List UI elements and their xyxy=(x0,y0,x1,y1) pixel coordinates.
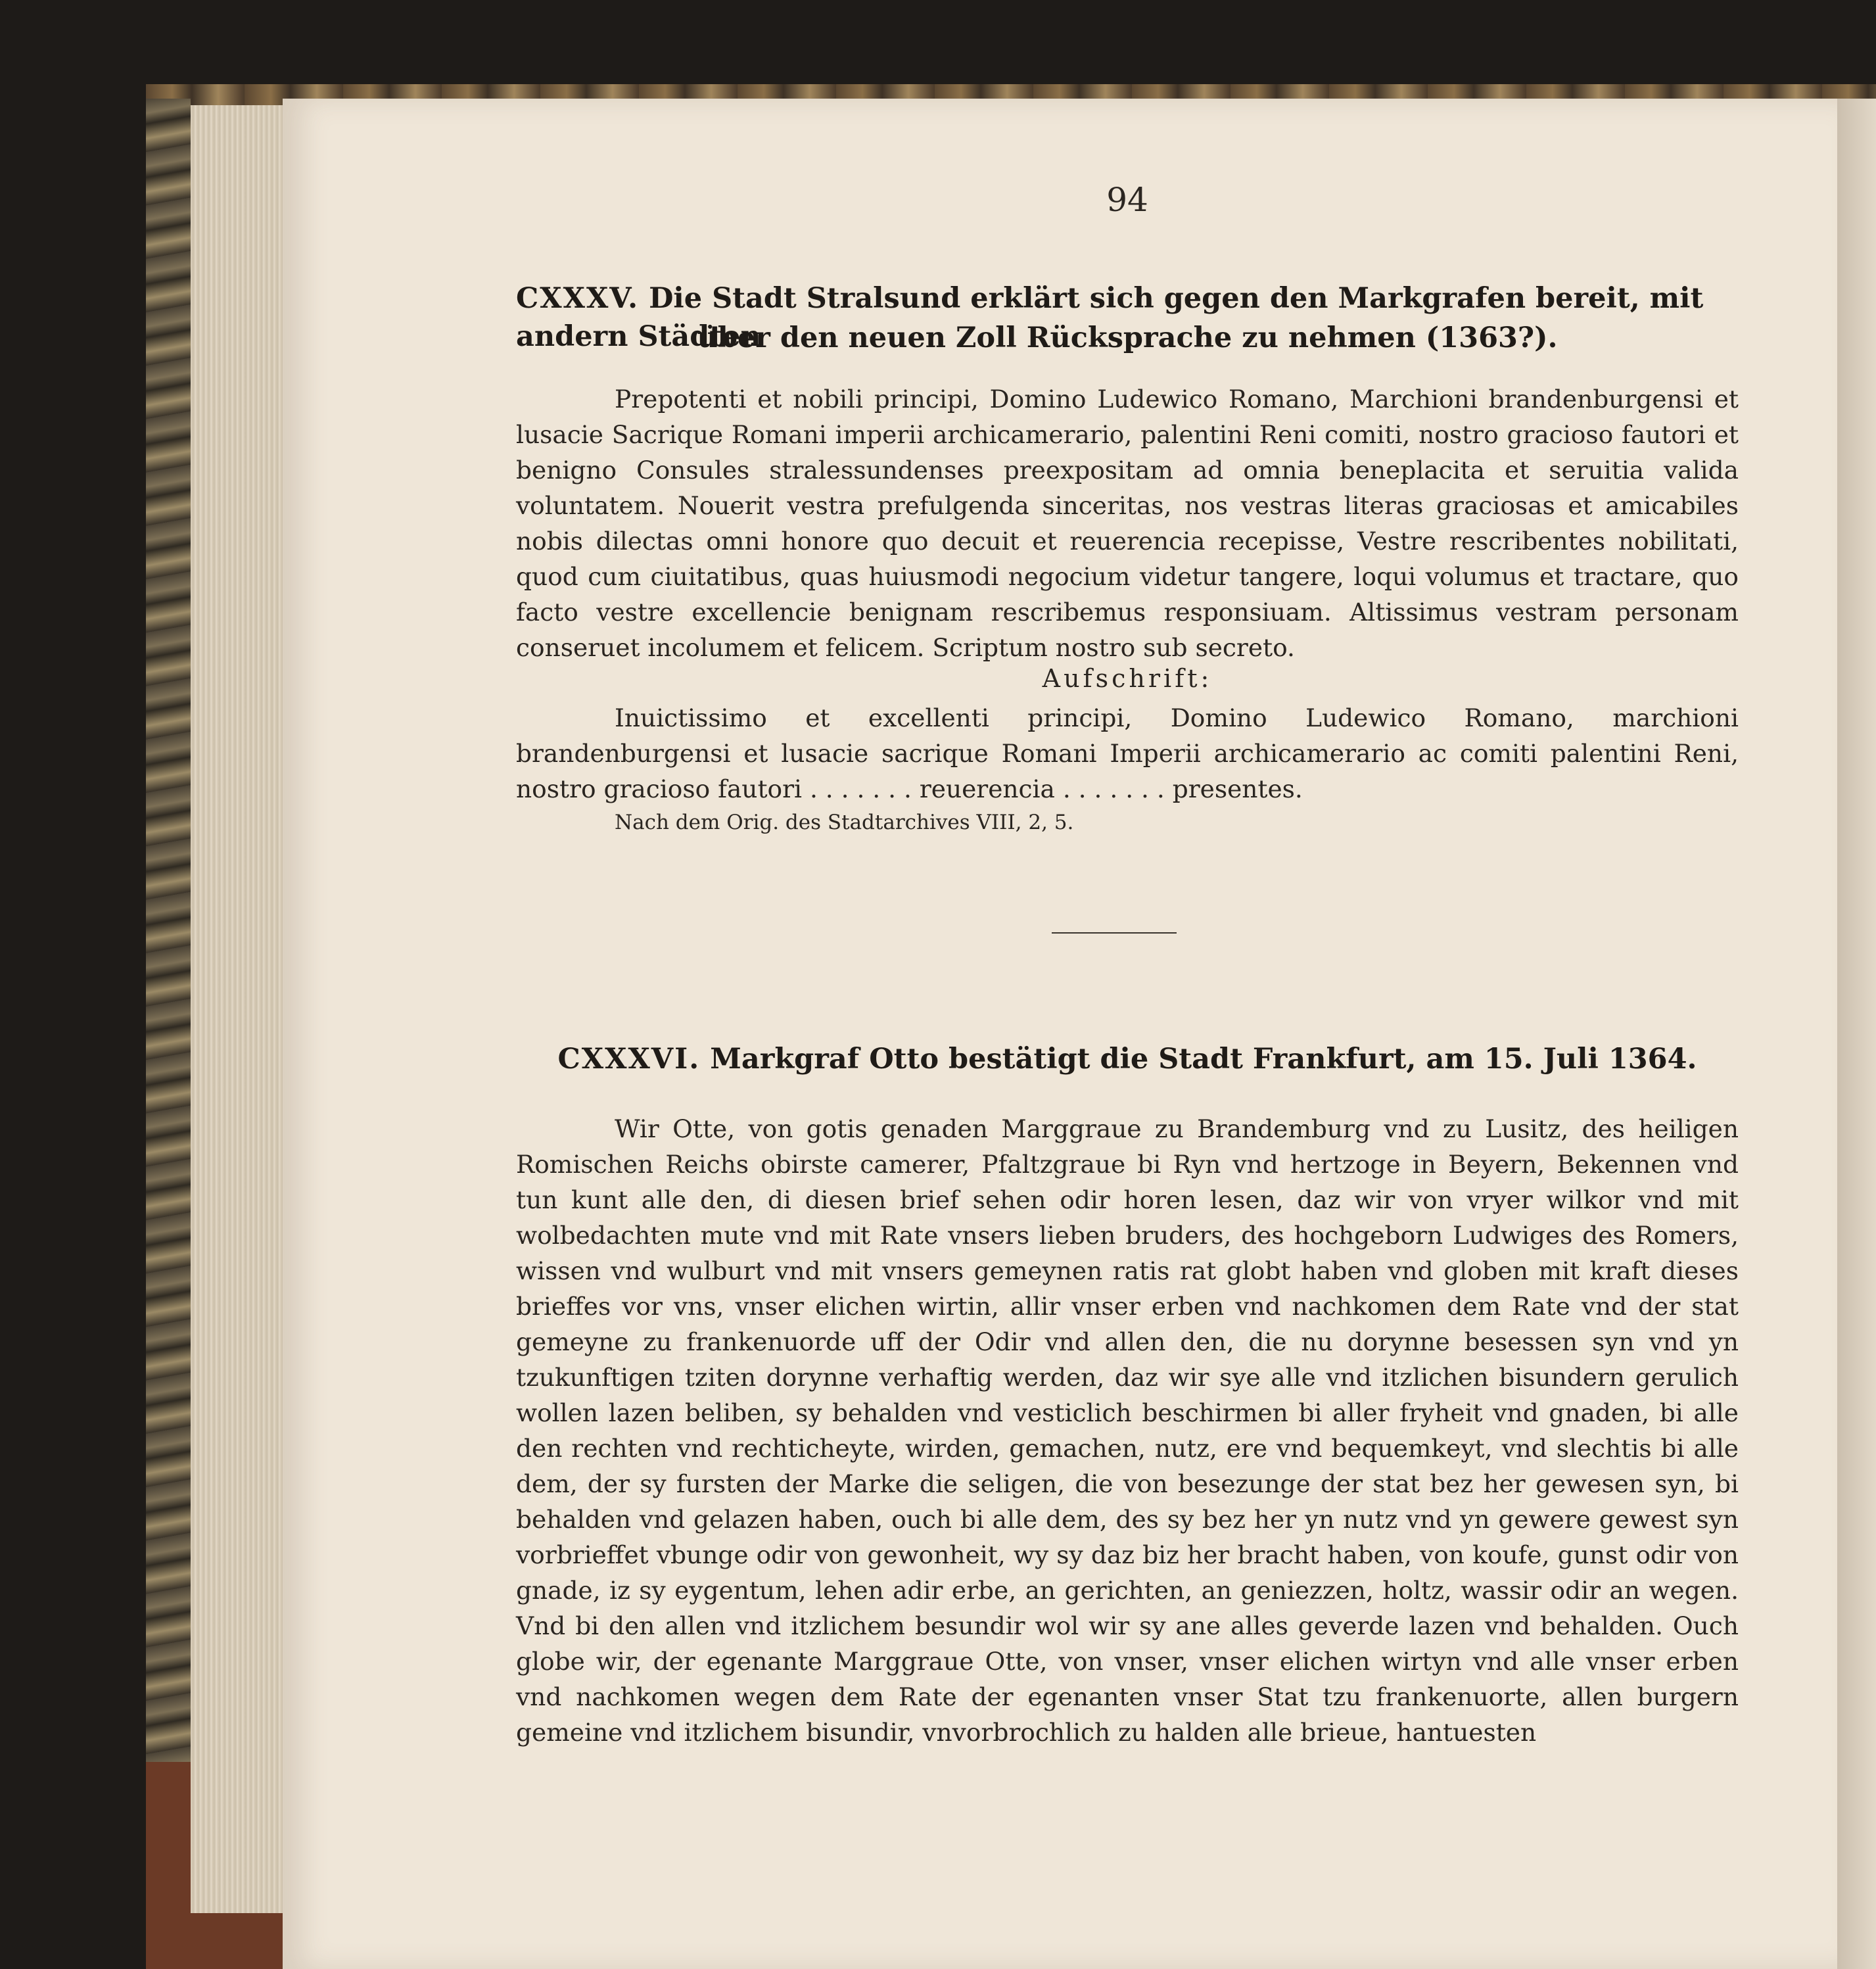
section-2-body: Wir Otte, von gotis genaden Marggraue zu Brandemburg vnd zu Lusitz, des heiligen Romischen Reichs obirste camerer, Pfaltzgraue bi Ryn vnd hertzoge in Beyern, Bekennen vnd tun kunt alle den, di diesen brief sehen odir horen lesen, daz wir von vryer wilkor vnd mit wolbedachten mute vnd mit Rate vnsers lieben bruders, des hochgeborn Ludwiges des Romers, wissen vnd wulburt vnd mit vnsers gemeynen ratis rat globt haben vnd globen mit kraft dieses brieffes vor vns, vnser elichen wirtin, allir vnser erben vnd nachkomen dem Rate vnd der stat gemeyne zu frankenuorde uff der Odir vnd allen den, die nu dorynne besessen syn vnd yn tzukunftigen tziten dorynne verhaftig werden, daz wir sye alle vnd itzlichen bisundern gerulich wollen lazen beliben, sy behalden vnd vesticlich beschirmen bi aller fryheit vnd gnaden, bi alle den rechten vnd rechticheyte, wirden, gemachen, nutz, ere vnd bequemkeyt, vnd slechtis bi alle dem, der sy fursten der Marke die seligen, die von besezunge der stat bez her gewesen syn, bi behalden vnd gelazen haben, ouch bi alle dem, des sy bez her yn nutz vnd yn gewere gewest syn vorbrieffet vbunge odir von gewonheit, wy sy daz biz her bracht haben, von koufe, gunst odir von gnade, iz sy eygentum, lehen adir erbe, an gerichten, an geniezzen, holtz, wassir odir an wegen. Vnd bi den allen vnd itzlichem besundir wol wir sy ane alles geverde lazen vnd behalden. Ouch globe wir, der egenante Marggraue Otte, von vnser, vnser elichen wirtyn vnd alle vnser erben vnd nachkomen wegen dem Rate der egenanten vnser Stat tzu frankenuorte, allen burgern gemeine vnd itzlichem bisundir, vnvorbrochlich zu halden alle brieue, hantuesten xyxy=(516,1114,1739,1747)
page-number: 94 xyxy=(1106,181,1148,219)
page-stack-edge xyxy=(191,105,283,1913)
section-1-source: Nach dem Orig. des Stadtarchives VIII, 2, 5. xyxy=(615,811,1074,834)
section-2-title: Markgraf Otto bestätigt die Stadt Frankfurt, am 15. Juli 1364. xyxy=(710,1043,1697,1076)
aufschrift-text: Inuictissimo et excellenti principi, Domino Ludewico Romano, marchioni brandenburgensi et lusacie sacrique Romani Imperii archicamerario ac comiti palentini Reni, nostro gracioso fautori . . . . . . . reuerencia . . . . . . . presentes. xyxy=(516,703,1739,803)
section-1-title-line2: über den neuen Zoll Rücksprache zu nehmen (1363?). xyxy=(697,321,1558,354)
section-1-number: CXXXV. xyxy=(516,282,640,315)
aufschrift-label: Aufschrift: xyxy=(1042,664,1213,693)
marbled-cover xyxy=(146,99,191,1762)
section-2-number: CXXXVI. xyxy=(557,1043,701,1076)
book-page xyxy=(283,99,1837,1969)
section-2-heading xyxy=(516,1040,1739,1078)
section-1-title-line1: Die Stadt Stralsund erklärt sich gegen den Markgrafen bereit, mit andern Städten xyxy=(516,282,1704,353)
section-1-body: Prepotenti et nobili principi, Domino Ludewico Romano, Marchioni brandenburgensi et lusacie Sacrique Romani imperii archicamerario, palentini Reni comiti, nostro gracioso fautori et benigno Consules stralessundenses preexpositam ad omnia beneplacita et seruitia valida voluntatem. Nouerit vestra prefulgenda sinceritas, nos vestras literas graciosas et amicabiles nobis dilectas omni honore quo decuit et reuerencia recepisse, Vestre rescribentes nobilitati, quod cum ciuitatibus, quas huiusmodi negocium videtur tangere, loqui volumus et tractare, quo facto vestre excellencie benignam rescribemus responsiuam. Altissimus vestram personam conseruet incolumem et felicem. Scriptum nostro sub secreto. xyxy=(516,385,1739,662)
section-divider xyxy=(1052,932,1177,934)
next-page-edge xyxy=(1837,99,1876,1969)
